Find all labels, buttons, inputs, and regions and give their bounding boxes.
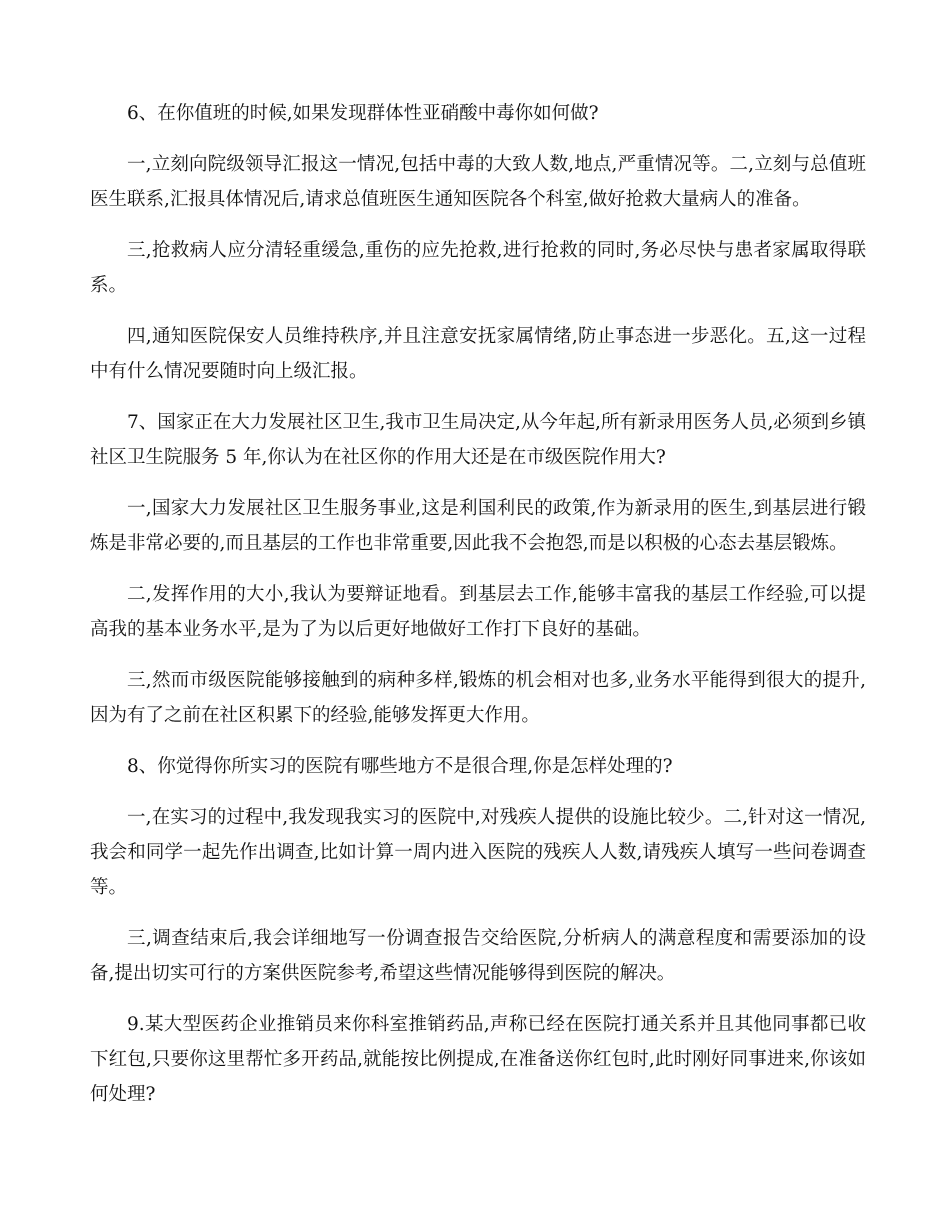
answer-7-paragraph-1: 一,国家大力发展社区卫生服务事业,这是利国利民的政策,作为新录用的医生,到基层进行锻炼是非常必要的,而且基层的工作也非常重要,因此我不会抱怨,而是以积极的心态去基层锻炼。 [90, 498, 866, 554]
question-6-heading: 6、在你值班的时候,如果发现群体性亚硝酸中毒你如何做? [127, 103, 599, 124]
answer-6-paragraph-1: 一,立刻向院级领导汇报这一情况,包括中毒的大致人数,地点,严重情况等。二,立刻与总值班医生联系,汇报具体情况后,请求总值班医生通知医院各个科室,做好抢救大量病人的准备。 [90, 154, 866, 210]
question-7-heading: 7、国家正在大力发展社区卫生,我市卫生局决定,从今年起,所有新录用医务人员,必须到乡镇社区卫生院服务 5 年,你认为在社区你的作用大还是在市级医院作用大? [90, 412, 866, 468]
answer-7-paragraph-2: 二,发挥作用的大小,我认为要辩证地看。到基层去工作,能够丰富我的基层工作经验,可以提高我的基本业务水平,是为了为以后更好地做好工作打下良好的基础。 [90, 584, 866, 640]
question-9-heading: 9.某大型医药企业推销员来你科室推销药品,声称已经在医院打通关系并且其他同事都已收下红包,只要你这里帮忙多开药品,就能按比例提成,在准备送你红包时,此时刚好同事进来,你该如何处理? [90, 1014, 866, 1105]
document-body [90, 96, 866, 1128]
answer-6-paragraph-3: 四,通知医院保安人员维持秩序,并且注意安抚家属情绪,防止事态进一步恶化。五,这一过程中有什么情况要随时向上级汇报。 [90, 326, 866, 382]
answer-8-paragraph-1: 一,在实习的过程中,我发现我实习的医院中,对残疾人提供的设施比较少。二,针对这一情况,我会和同学一起先作出调查,比如计算一周内进入医院的残疾人人数,请残疾人填写一些问卷调查等。 [90, 807, 866, 898]
answer-6-paragraph-2: 三,抢救病人应分清轻重缓急,重伤的应先抢救,进行抢救的同时,务必尽快与患者家属取得联系。 [90, 240, 866, 296]
question-8-heading: 8、你觉得你所实习的医院有哪些地方不是很合理,你是怎样处理的? [127, 756, 673, 777]
answer-8-paragraph-2: 三,调查结束后,我会详细地写一份调查报告交给医院,分析病人的满意程度和需要添加的设备,提出切实可行的方案供医院参考,希望这些情况能够得到医院的解决。 [90, 928, 866, 984]
answer-7-paragraph-3: 三,然而市级医院能够接触到的病种多样,锻炼的机会相对也多,业务水平能得到很大的提升,因为有了之前在社区积累下的经验,能够发挥更大作用。 [90, 670, 866, 726]
